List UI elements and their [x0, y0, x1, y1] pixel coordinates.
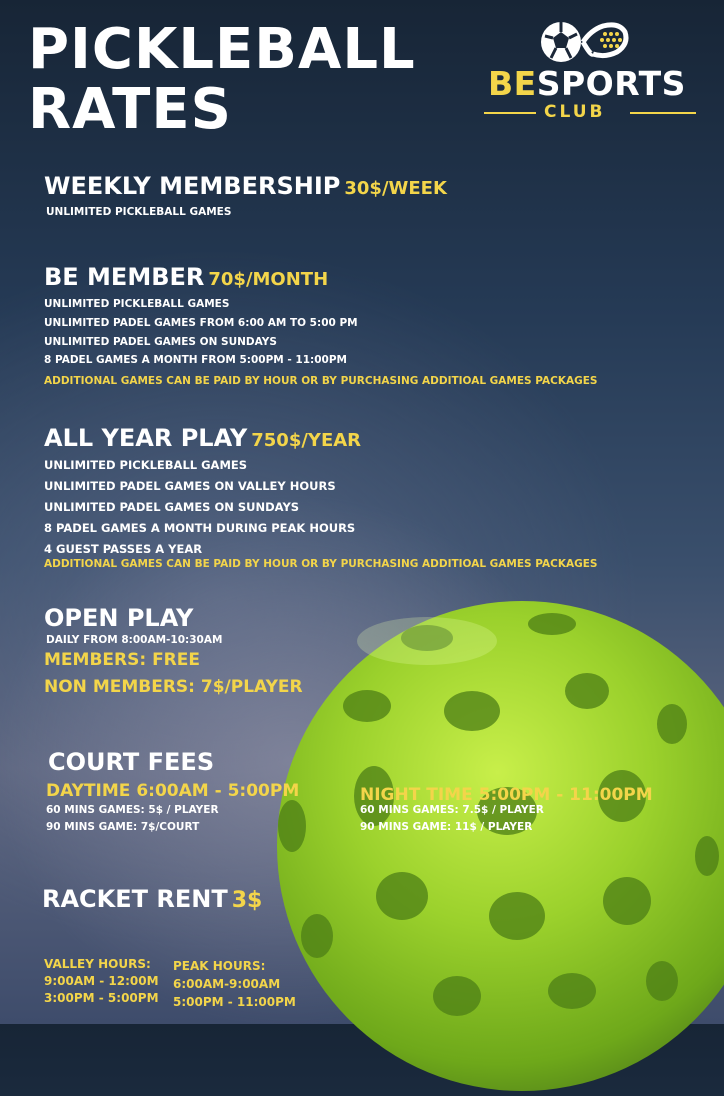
logo-rule-right: [630, 112, 696, 114]
peak-hours-heading: PEAK HOURS:: [173, 959, 266, 973]
all-year-heading-text: ALL YEAR PLAY: [44, 424, 248, 452]
page-title: [28, 17, 416, 142]
daytime-heading: DAYTIME 6:00AM - 5:00PM: [46, 781, 300, 801]
racket-heading-text: RACKET RENT: [42, 885, 228, 913]
all-year-note: ADDITIONAL GAMES CAN BE PAID BY HOUR OR BY PURCHASING ADDITIOAL GAMES PACKAGES: [44, 558, 598, 570]
open-play-heading: OPEN PLAY: [44, 604, 194, 632]
title-line-2: RATES: [28, 77, 232, 142]
all-year-item: UNLIMITED PICKLEBALL GAMES: [44, 458, 248, 472]
night-line: 90 MINS GAME: 11$ / PLAYER: [360, 821, 533, 833]
peak-hours-line: 6:00AM-9:00AM: [173, 977, 281, 991]
weekly-price: 30$/WEEK: [344, 178, 447, 199]
be-member-item: UNLIMITED PICKLEBALL GAMES: [44, 298, 230, 310]
valley-hours-line: 3:00PM - 5:00PM: [44, 991, 159, 1005]
valley-hours-heading: VALLEY HOURS:: [44, 957, 151, 971]
all-year-item: 8 PADEL GAMES A MONTH DURING PEAK HOURS: [44, 521, 356, 535]
valley-hours-line: 9:00AM - 12:00M: [44, 974, 159, 988]
weekly-heading-text: WEEKLY MEMBERSHIP: [44, 172, 341, 200]
be-member-heading: [44, 263, 328, 294]
be-member-note: ADDITIONAL GAMES CAN BE PAID BY HOUR OR BY PURCHASING ADDITIOAL GAMES PACKAGES: [44, 375, 598, 387]
be-member-heading-text: BE MEMBER: [44, 263, 205, 291]
logo-club: CLUB: [544, 102, 606, 122]
all-year-item: UNLIMITED PADEL GAMES ON VALLEY HOURS: [44, 479, 336, 493]
title-line-1: PICKLEBALL: [28, 17, 416, 82]
logo-wordmark: [488, 66, 686, 102]
ball-and-paddle-icon: [535, 16, 635, 64]
daytime-line: 90 MINS GAME: 7$/COURT: [46, 821, 200, 833]
all-year-item: UNLIMITED PADEL GAMES ON SUNDAYS: [44, 500, 300, 514]
weekly-membership-heading: [44, 172, 447, 203]
besports-club-logo: [480, 14, 706, 130]
daytime-line: 60 MINS GAMES: 5$ / PLAYER: [46, 804, 219, 816]
night-line: 60 MINS GAMES: 7.5$ / PLAYER: [360, 804, 544, 816]
night-heading: NIGHT TIME 5:00PM - 11:00PM: [360, 785, 653, 805]
peak-hours-line: 5:00PM - 11:00PM: [173, 995, 296, 1009]
be-member-item: UNLIMITED PADEL GAMES ON SUNDAYS: [44, 336, 277, 348]
all-year-item: 4 GUEST PASSES A YEAR: [44, 542, 203, 556]
logo-be: BE: [488, 64, 537, 103]
be-member-item: 8 PADEL GAMES A MONTH FROM 5:00PM - 11:00PM: [44, 354, 347, 366]
racket-price: 3$: [231, 888, 263, 913]
racket-rent-heading: [42, 885, 262, 915]
open-play-non-members: NON MEMBERS: 7$/PLAYER: [44, 677, 303, 697]
all-year-price: 750$/YEAR: [251, 430, 362, 451]
be-member-price: 70$/MONTH: [208, 269, 329, 290]
logo-sports: SPORTS: [536, 64, 686, 103]
be-member-item: UNLIMITED PADEL GAMES FROM 6:00 AM TO 5:00 PM: [44, 317, 358, 329]
open-play-members: MEMBERS: FREE: [44, 650, 200, 670]
weekly-item: UNLIMITED PICKLEBALL GAMES: [46, 206, 232, 218]
court-fees-heading: COURT FEES: [48, 748, 215, 776]
all-year-play-heading: [44, 424, 361, 455]
open-play-schedule: DAILY FROM 8:00AM-10:30AM: [46, 634, 223, 646]
logo-rule-left: [484, 112, 536, 114]
pickleball-image: [262, 596, 724, 1096]
